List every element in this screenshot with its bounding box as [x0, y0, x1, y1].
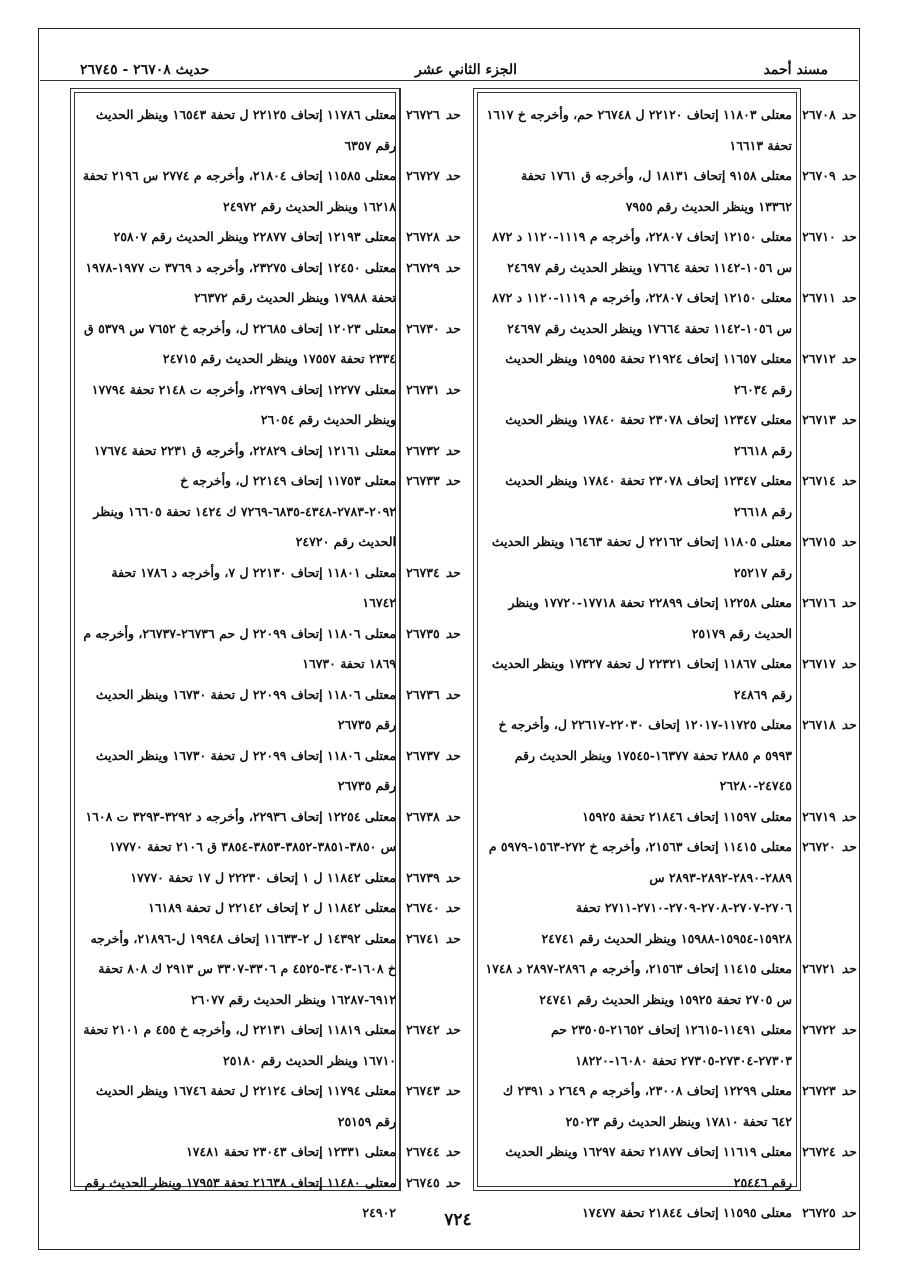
hadith-entry — [476, 1015, 856, 1076]
hadith-number: ٢٦٧١٧ — [802, 656, 836, 671]
header-rule — [40, 80, 858, 81]
entry-references: معتلى ١١٨٠١ إتحاف ٢٢١٣٠ ل ٧، وأخرجه د ١٧٨٦ تحفة ١٦٧٤٢ — [111, 564, 396, 610]
hadith-number: ٢٦٧٢١ — [802, 961, 836, 976]
hadith-number: ٢٦٧٠٩ — [802, 168, 836, 183]
entry-references: معتلى ١٢٢٩٩ إتحاف ٢٣٠٠٨، وأخرجه م ٢٦٤٩ د ٢٣٩١ ك ٦٤٢ تحفة ١٧٨١٠ وينظر الحديث رقم ٢٥٠٢٣ — [502, 1083, 792, 1129]
entry-header — [796, 527, 856, 558]
hadith-number: ٢٦٧٤٤ — [406, 1144, 440, 1159]
page-number: ٧٢٤ — [444, 1210, 472, 1230]
entry-references: معتلى ١٢٣٤٧ إتحاف ٢٣٠٧٨ تحفة ١٧٨٤٠ وينظر الحديث رقم ٢٦٦١٨ — [505, 473, 792, 519]
entry-references: معتلى ١١٨٦٧ إتحاف ٢٢٣٢١ ل تحفة ١٧٣٢٧ وينظر الحديث رقم ٢٤٨٦٩ — [491, 656, 792, 702]
hadith-number: ٢٦٧٤٢ — [406, 1022, 440, 1037]
entry-references: معتلى ١١٧٨٦ إتحاف ٢٢١٢٥ ل تحفة ١٦٥٤٣ وينظر الحديث رقم ٦٣٥٧ — [95, 107, 396, 153]
hadith-number: ٢٦٧١٦ — [802, 595, 836, 610]
entry-label: حد — [445, 1083, 460, 1098]
hadith-entry — [72, 222, 460, 253]
hadith-entry — [72, 100, 460, 161]
entry-label: حد — [445, 320, 460, 336]
entry-label: حد — [445, 168, 460, 183]
entry-references: معتلى ١٢١٦١ إتحاف ٢٢٨٢٩، وأخرجه ق ٢٢٣١ تحفة ١٧٦٧٤ — [93, 442, 396, 458]
hadith-number: ٢٦٧٤٠ — [406, 900, 440, 915]
entry-header — [796, 1137, 856, 1168]
entry-header — [400, 1015, 460, 1046]
entry-references: معتلى ١١٨٠٦ إتحاف ٢٢٠٩٩ ل تحفة ١٦٧٣٠ وينظر الحديث رقم ٢٦٧٣٥ — [95, 686, 396, 732]
entry-header — [400, 558, 460, 589]
entry-header — [400, 314, 460, 345]
hadith-entry — [476, 710, 856, 802]
entry-label: حد — [445, 107, 460, 122]
entry-label: حد — [445, 869, 460, 885]
right-column — [476, 100, 856, 1229]
entry-references: معتلى ١٢٢٥٤ إتحاف ٢٢٩٣٦، وأخرجه د ٣٢٩٢-٣٢٩٣ ت ١٦٠٨ س ٣٨٥٠-٣٨٥١-٣٨٥٢-٣٨٥٣-٣٨٥٤ ق ٢١٠٦ تحفة ١٧٧٧٠ — [85, 808, 396, 854]
entry-header — [400, 1137, 460, 1168]
hadith-entry — [72, 375, 460, 436]
entry-header — [796, 802, 856, 833]
hadith-entry — [476, 1137, 856, 1198]
hadith-number: ٢٦٧١١ — [802, 290, 836, 305]
entry-references: معتلى ١١٧٩٤ إتحاف ٢٢١٢٤ ل تحفة ١٦٧٤٦ وينظر الحديث رقم ٢٥١٥٩ — [95, 1083, 396, 1129]
entry-label: حد — [841, 839, 856, 854]
entry-header — [400, 253, 460, 284]
entry-header — [796, 588, 856, 619]
hadith-number: ٢٦٧٢٤ — [802, 1144, 836, 1159]
hadith-entry — [72, 924, 460, 1016]
entry-references: معتلى ١٢١٥٠ إتحاف ٢٢٨٠٧، وأخرجه م ١١١٩-١١٢٠ د ٨٧٢ س ١٠٥٦-١١٤٢ تحفة ١٧٦٦٤ وينظر الحديث رقم ٢٤٦٩٧ — [492, 229, 792, 275]
entry-header — [796, 161, 856, 192]
entry-header — [796, 832, 856, 863]
entry-header — [400, 893, 460, 924]
entry-header — [796, 222, 856, 253]
hadith-entry — [476, 466, 856, 527]
left-column — [72, 100, 460, 1229]
hadith-entry — [476, 832, 856, 954]
entry-label: حد — [445, 1174, 460, 1190]
entry-references: معتلى ١٢١٥٠ إتحاف ٢٢٨٠٧، وأخرجه م ١١١٩-١١٢٠ د ٨٧٢ س ١٠٥٦-١١٤٢ تحفة ١٧٦٦٤ وينظر الحديث رقم ٢٤٦٩٧ — [492, 290, 792, 336]
entry-references: معتلى ١١٨٠٥ إتحاف ٢٢١٦٢ ل تحفة ١٦٤٦٣ وينظر الحديث رقم ٢٥٢١٧ — [491, 534, 792, 580]
entry-references: معتلى ١١٦٥٧ إتحاف ٢١٩٢٤ تحفة ١٥٩٥٥ وينظر الحديث رقم ٢٦٠٣٤ — [505, 351, 792, 397]
page-header — [40, 58, 858, 86]
entry-references: معتلى ١٢٠٢٣ إتحاف ٢٢٦٨٥ ل، وأخرجه خ ٧٦٥٢ س ٥٣٧٩ ق ٢٣٣٤ تحفة ١٧٥٥٧ وينظر الحديث رقم ٢٤٧١٥ — [84, 320, 396, 366]
hadith-entry — [476, 527, 856, 588]
entry-label: حد — [445, 930, 460, 946]
hadith-entry — [72, 253, 460, 314]
entry-label: حد — [841, 534, 856, 549]
entry-references: معتلى ١١٤٩١-١٢٦١٥ إتحاف ٢١٦٥٢-٢٣٥٠٥ حم ٢٧٣٠٣-٢٧٣٠٤-٢٧٣٠٥ تحفة ١٦٠٨٠-١٨٢٢٠ — [550, 1022, 792, 1068]
hadith-number: ٢٦٧٢٣ — [802, 1083, 836, 1098]
hadith-entry — [476, 344, 856, 405]
entry-label: حد — [841, 656, 856, 671]
entry-header — [796, 344, 856, 375]
entry-header — [796, 649, 856, 680]
entry-label: حد — [841, 168, 856, 183]
volume-title: الجزء الثاني عشر — [415, 62, 518, 78]
hadith-entry — [72, 619, 460, 680]
hadith-number: ٢٦٧٣٧ — [406, 747, 440, 763]
entry-header — [796, 1015, 856, 1046]
hadith-entry — [72, 466, 460, 558]
entry-label: حد — [841, 808, 856, 824]
hadith-entry — [72, 161, 460, 222]
hadith-number: ٢٦٧٣٢ — [406, 442, 440, 458]
entry-header — [796, 100, 856, 131]
entry-header — [400, 1076, 460, 1107]
entry-header — [796, 1076, 856, 1107]
hadith-number: ٢٦٧٣٤ — [406, 564, 440, 580]
hadith-entry — [72, 314, 460, 375]
entry-header — [400, 100, 460, 131]
entry-label: حد — [841, 595, 856, 610]
entry-header — [400, 1168, 460, 1199]
hadith-entry — [72, 558, 460, 619]
entry-label: حد — [841, 412, 856, 427]
entry-header — [400, 619, 460, 650]
entry-references: معتلى ١١٥٨٥ إتحاف ٢١٨٠٤، وأخرجه م ٢٧٧٤ س ٢١٩٦ تحفة ١٦٢١٨ وينظر الحديث رقم ٢٤٩٧٢ — [82, 168, 396, 214]
entry-label: حد — [445, 259, 460, 275]
book-title: مسند أحمد — [763, 62, 828, 78]
hadith-number: ٢٦٧١٣ — [802, 412, 836, 427]
entry-label: حد — [445, 473, 460, 488]
hadith-number: ٢٦٧٤٣ — [406, 1083, 440, 1098]
hadith-number: ٢٦٧٢٧ — [406, 168, 440, 183]
entry-label: حد — [841, 961, 856, 976]
entry-references: معتلى ١٢٢٧٧ إتحاف ٢٢٩٧٩، وأخرجه ت ٢١٤٨ تحفة ١٧٧٩٤ وينظر الحديث رقم ٢٦٠٥٤ — [91, 381, 396, 427]
hadith-entry — [476, 100, 856, 161]
entry-references: معتلى ١١٧٢٥-١٢٠١٧ إتحاف ٢٢٠٣٠-٢٢٦١٧ ل، وأخرجه خ ٥٩٩٣ م ٢٨٨٥ تحفة ١٦٣٧٧-١٧٥٤٥ وينظر الحديث رقم ٢٤٧٤٥-٢٦٢٨٠ — [498, 717, 792, 793]
hadith-entry — [476, 802, 856, 833]
hadith-number: ٢٦٧٤٥ — [406, 1174, 440, 1190]
entry-header — [796, 283, 856, 314]
entry-header — [400, 161, 460, 192]
entry-header — [400, 863, 460, 894]
entry-label: حد — [841, 107, 856, 122]
entry-references: معتلى ١٢٣٣١ إتحاف ٢٣٠٤٣ تحفة ١٧٤٨١ — [186, 1144, 396, 1159]
hadith-number: ٢٦٧٣٦ — [406, 686, 440, 702]
hadith-number: ٢٦٧١٨ — [802, 717, 836, 732]
entry-references: معتلى ١٢١٩٣ إتحاف ٢٢٨٧٧ وينظر الحديث رقم ٢٥٨٠٧ — [113, 229, 396, 244]
entry-header — [400, 741, 460, 772]
entry-header — [400, 436, 460, 467]
hadith-entry — [476, 588, 856, 649]
entry-references: معتلى ١١٥٩٥ إتحاف ٢١٨٤٤ تحفة ١٧٤٧٧ — [582, 1205, 792, 1220]
hadith-entry — [476, 161, 856, 222]
entry-header — [796, 954, 856, 985]
entry-header — [400, 802, 460, 833]
entry-references: معتلى ١٢٢٥٨ إتحاف ٢٢٨٩٩ تحفة ١٧٧١٨-١٧٧٢٠ وينظر الحديث رقم ٢٥١٧٩ — [508, 595, 792, 641]
entry-label: حد — [445, 625, 460, 641]
entry-header — [400, 680, 460, 711]
hadith-number: ٢٦٧٣٥ — [406, 625, 440, 641]
entry-label: حد — [841, 1083, 856, 1098]
hadith-number: ٢٦٧٣٠ — [406, 320, 440, 336]
entry-label: حد — [841, 229, 856, 244]
hadith-number: ٢٦٧٢٨ — [406, 229, 440, 244]
entry-references: معتلى ١١٨٤٢ ل ١ إتحاف ٢٢٢٣٠ ل ١٧ تحفة ١٧٧٧٠ — [130, 869, 396, 885]
entry-label: حد — [841, 1205, 856, 1220]
entry-references: معتلى ١١٥٩٧ إتحاف ٢١٨٤٦ تحفة ١٥٩٢٥ — [582, 808, 792, 824]
entry-references: معتلى ١٢٤٥٠ إتحاف ٢٣٢٧٥، وأخرجه د ٣٧٦٩ ت ١٩٧٧-١٩٧٨ تحفة ١٧٩٨٨ وينظر الحديث رقم ٢٦٣٧٢ — [85, 259, 396, 305]
entry-references: معتلى ١١٨١٩ إتحاف ٢٢١٣١ ل، وأخرجه خ ٤٥٥ م ٢١٠١ تحفة ١٦٧١٠ وينظر الحديث رقم ٢٥١٨٠ — [83, 1022, 396, 1068]
entry-label: حد — [445, 1022, 460, 1037]
entry-label: حد — [445, 808, 460, 824]
entry-header — [400, 222, 460, 253]
entry-references: معتلى ١٢٣٤٧ إتحاف ٢٣٠٧٨ تحفة ١٧٨٤٠ وينظر الحديث رقم ٢٦٦١٨ — [505, 412, 792, 458]
hadith-entry — [72, 680, 460, 741]
hadith-number: ٢٦٧٢٥ — [802, 1205, 836, 1220]
hadith-entry — [72, 741, 460, 802]
hadith-number: ٢٦٧٢٦ — [406, 107, 440, 122]
entry-label: حد — [841, 1144, 856, 1159]
hadith-number: ٢٦٧٣٩ — [406, 869, 440, 885]
hadith-range: حديث ٢٦٧٠٨ - ٢٦٧٤٥ — [80, 62, 210, 78]
hadith-entry — [72, 1015, 460, 1076]
entry-header — [400, 466, 460, 497]
hadith-entry — [476, 405, 856, 466]
hadith-entry — [72, 893, 460, 924]
entry-references: معتلى ١١٨٠٦ إتحاف ٢٢٠٩٩ ل حم ٢٦٧٣٦-٢٦٧٣٧، وأخرجه م ١٨٦٩ تحفة ١٦٧٣٠ — [83, 625, 396, 671]
hadith-number: ٢٦٧١٥ — [802, 534, 836, 549]
entry-references: معتلى ١١٤١٥ إتحاف ٢١٥٦٣، وأخرجه خ ٢٧٢-١٥٦٣-٥٩٧٩ م ٢٨٨٩-٢٨٩٠-٢٨٩٢-٢٨٩٣ س ٢٧٠٦-٢٧٠٧-٢٧٠٨-٢٧٠٩-٢٧١٠-٢٧١١ تحفة ١٥٩٢٨-١٥٩٥٤-١٥٩٨٨ وينظر الحديث رقم ٢٤٧٤١ — [488, 839, 792, 946]
entry-references: معتلى ١١٦١٩ إتحاف ٢١٨٧٧ تحفة ١٦٢٩٧ وينظر الحديث رقم ٢٥٤٤٦ — [505, 1144, 792, 1190]
entry-references: معتلى ١١٤٨٠ إتحاف ٢١٦٣٨ تحفة ١٧٩٥٣ وينظر الحديث رقم ٢٤٩٠٢ — [84, 1174, 396, 1220]
entry-label: حد — [841, 351, 856, 366]
hadith-entry — [476, 222, 856, 283]
entry-header — [796, 405, 856, 436]
hadith-number: ٢٦٧٤١ — [406, 930, 440, 946]
hadith-entry — [476, 954, 856, 1015]
hadith-number: ٢٦٧١٢ — [802, 351, 836, 366]
hadith-number: ٢٦٧٣١ — [406, 381, 440, 397]
entry-label: حد — [445, 229, 460, 244]
entry-references: معتلى ٩١٥٨ إتحاف ١٨١٣١ ل، وأخرجه ق ١٧٦١ تحفة ١٣٣٦٢ وينظر الحديث رقم ٧٩٥٥ — [521, 168, 792, 214]
entry-label: حد — [445, 1144, 460, 1159]
hadith-number: ٢٦٧٢٢ — [802, 1022, 836, 1037]
entry-label: حد — [445, 900, 460, 915]
entry-header — [796, 710, 856, 741]
hadith-entry — [72, 1137, 460, 1168]
entry-header — [400, 924, 460, 955]
hadith-number: ٢٦٧٣٨ — [406, 808, 440, 824]
entry-label: حد — [841, 1022, 856, 1037]
entry-references: معتلى ١١٨٠٣ إتحاف ٢٢١٢٠ ل ٢٦٧٤٨ حم، وأخرجه خ ١٦١٧ تحفة ١٦٦١٣ — [486, 107, 792, 153]
entry-label: حد — [445, 747, 460, 763]
entry-references: معتلى ١١٨٤٢ ل ٢ إتحاف ٢٢١٤٢ ل تحفة ١٦١٨٩ — [148, 900, 396, 915]
hadith-number: ٢٦٧١٩ — [802, 808, 836, 824]
hadith-number: ٢٦٧١٠ — [802, 229, 836, 244]
entry-header — [400, 375, 460, 406]
hadith-entry — [476, 649, 856, 710]
entry-label: حد — [841, 473, 856, 488]
hadith-number: ٢٦٧٠٨ — [802, 107, 836, 122]
entry-references: معتلى ١١٧٥٣ إتحاف ٢٢١٤٩ ل، وأخرجه خ ٢٠٩٢-٢٧٨٣-٤٣٤٨-٦٨٣٥-٧٢٦٩ ك ١٤٢٤ تحفة ١٦٦٠٥ وينظر الحديث رقم ٢٤٧٢٠ — [93, 473, 396, 549]
entry-label: حد — [841, 717, 856, 732]
entry-label: حد — [445, 686, 460, 702]
hadith-entry — [72, 1076, 460, 1137]
entry-references: معتلى ١١٨٠٦ إتحاف ٢٢٠٩٩ ل تحفة ١٦٧٣٠ وينظر الحديث رقم ٢٦٧٣٥ — [95, 747, 396, 793]
entry-label: حد — [445, 381, 460, 397]
entry-label: حد — [841, 290, 856, 305]
hadith-number: ٢٦٧١٤ — [802, 473, 836, 488]
hadith-entry — [476, 283, 856, 344]
entry-label: حد — [445, 442, 460, 458]
entry-references: معتلى ١١٤١٥ إتحاف ٢١٥٦٣، وأخرجه م ٢٨٩٦-٢٨٩٧ د ١٧٤٨ س ٢٧٠٥ تحفة ١٥٩٢٥ وينظر الحديث رقم ٢٤٧٤١ — [485, 961, 792, 1007]
entry-references: معتلى ١٤٣٩٢ ل ٢-١١٦٣٣ إتحاف ١٩٩٤٨ ل-٢١٨٩٦، وأخرجه خ ١٦٠٨-٣٤٠٣-٤٥٢٥ م ٣٣٠٦-٣٣٠٧ س ٢٩١٣ ك ٨٠٨ تحفة ٦٩١٢-١٦٢٨٧ وينظر الحديث رقم ٢٦٠٧٧ — [90, 930, 396, 1007]
hadith-entry — [476, 1076, 856, 1137]
hadith-entry — [72, 863, 460, 894]
hadith-number: ٢٦٧٣٣ — [406, 473, 440, 488]
hadith-number: ٢٦٧٢٩ — [406, 259, 440, 275]
hadith-entry — [72, 802, 460, 863]
hadith-number: ٢٦٧٢٠ — [802, 839, 836, 854]
hadith-entry — [72, 436, 460, 467]
entry-header — [796, 466, 856, 497]
entry-label: حد — [445, 564, 460, 580]
